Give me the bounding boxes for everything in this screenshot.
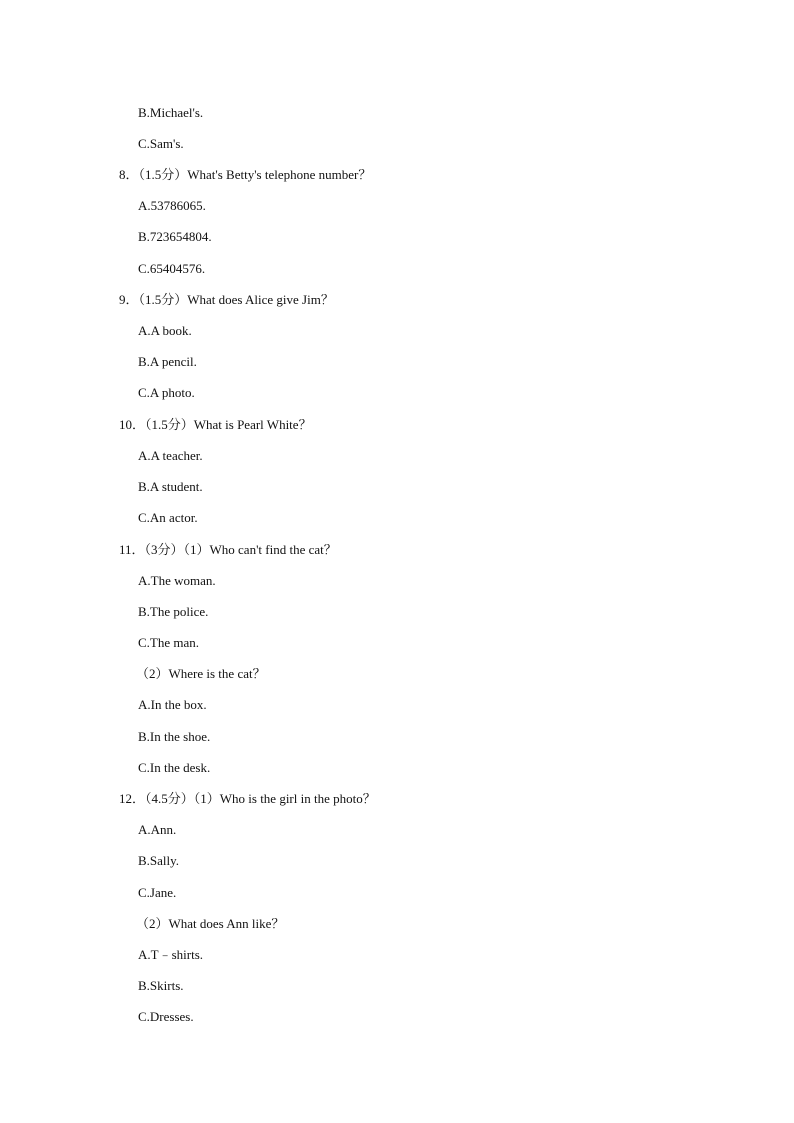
question-8: 8．（1.5分）What's Betty's telephone number？	[119, 167, 372, 182]
option-b-q12-1: B.Sally.	[138, 853, 180, 868]
option-a-q11-1: A.The woman.	[138, 573, 216, 588]
option-a-q11-2: A.In the box.	[138, 697, 207, 712]
option-a-q12-1: A.Ann.	[138, 822, 177, 837]
option-b-q11-1: B.The police.	[138, 604, 209, 619]
option-b-q8: B.723654804.	[138, 229, 212, 244]
question-11: 11．（3分）（1）Who can't find the cat？	[119, 542, 337, 557]
option-c-q12-2: C.Dresses.	[138, 1009, 194, 1024]
option-c-q9: C.A photo.	[138, 385, 195, 400]
question-10: 10．（1.5分）What is Pearl White？	[119, 417, 312, 432]
option-b-q12-2: B.Skirts.	[138, 978, 184, 993]
option-c-q11-2: C.In the desk.	[138, 760, 211, 775]
option-c-q12-1: C.Jane.	[138, 885, 177, 900]
option-b-q7: B.Michael's.	[138, 105, 204, 120]
option-a-q10: A.A teacher.	[138, 448, 203, 463]
option-c-q11-1: C.The man.	[138, 635, 200, 650]
option-a-q9: A.A book.	[138, 323, 192, 338]
option-b-q9: B.A pencil.	[138, 354, 197, 369]
option-c-q8: C.65404576.	[138, 261, 206, 276]
option-b-q10: B.A student.	[138, 479, 203, 494]
question-9: 9．（1.5分）What does Alice give Jim？	[119, 292, 334, 307]
option-a-q8: A.53786065.	[138, 198, 206, 213]
option-c-q7: C.Sam's.	[138, 136, 184, 151]
question-12: 12．（4.5分）（1）Who is the girl in the photo？	[119, 791, 376, 806]
option-a-q12-2: A.T﹣shirts.	[138, 947, 204, 962]
sub-question-11-2: （2）Where is the cat？	[136, 666, 266, 681]
sub-question-12-2: （2）What does Ann like？	[136, 916, 285, 931]
option-c-q10: C.An actor.	[138, 510, 198, 525]
option-b-q11-2: B.In the shoe.	[138, 729, 211, 744]
